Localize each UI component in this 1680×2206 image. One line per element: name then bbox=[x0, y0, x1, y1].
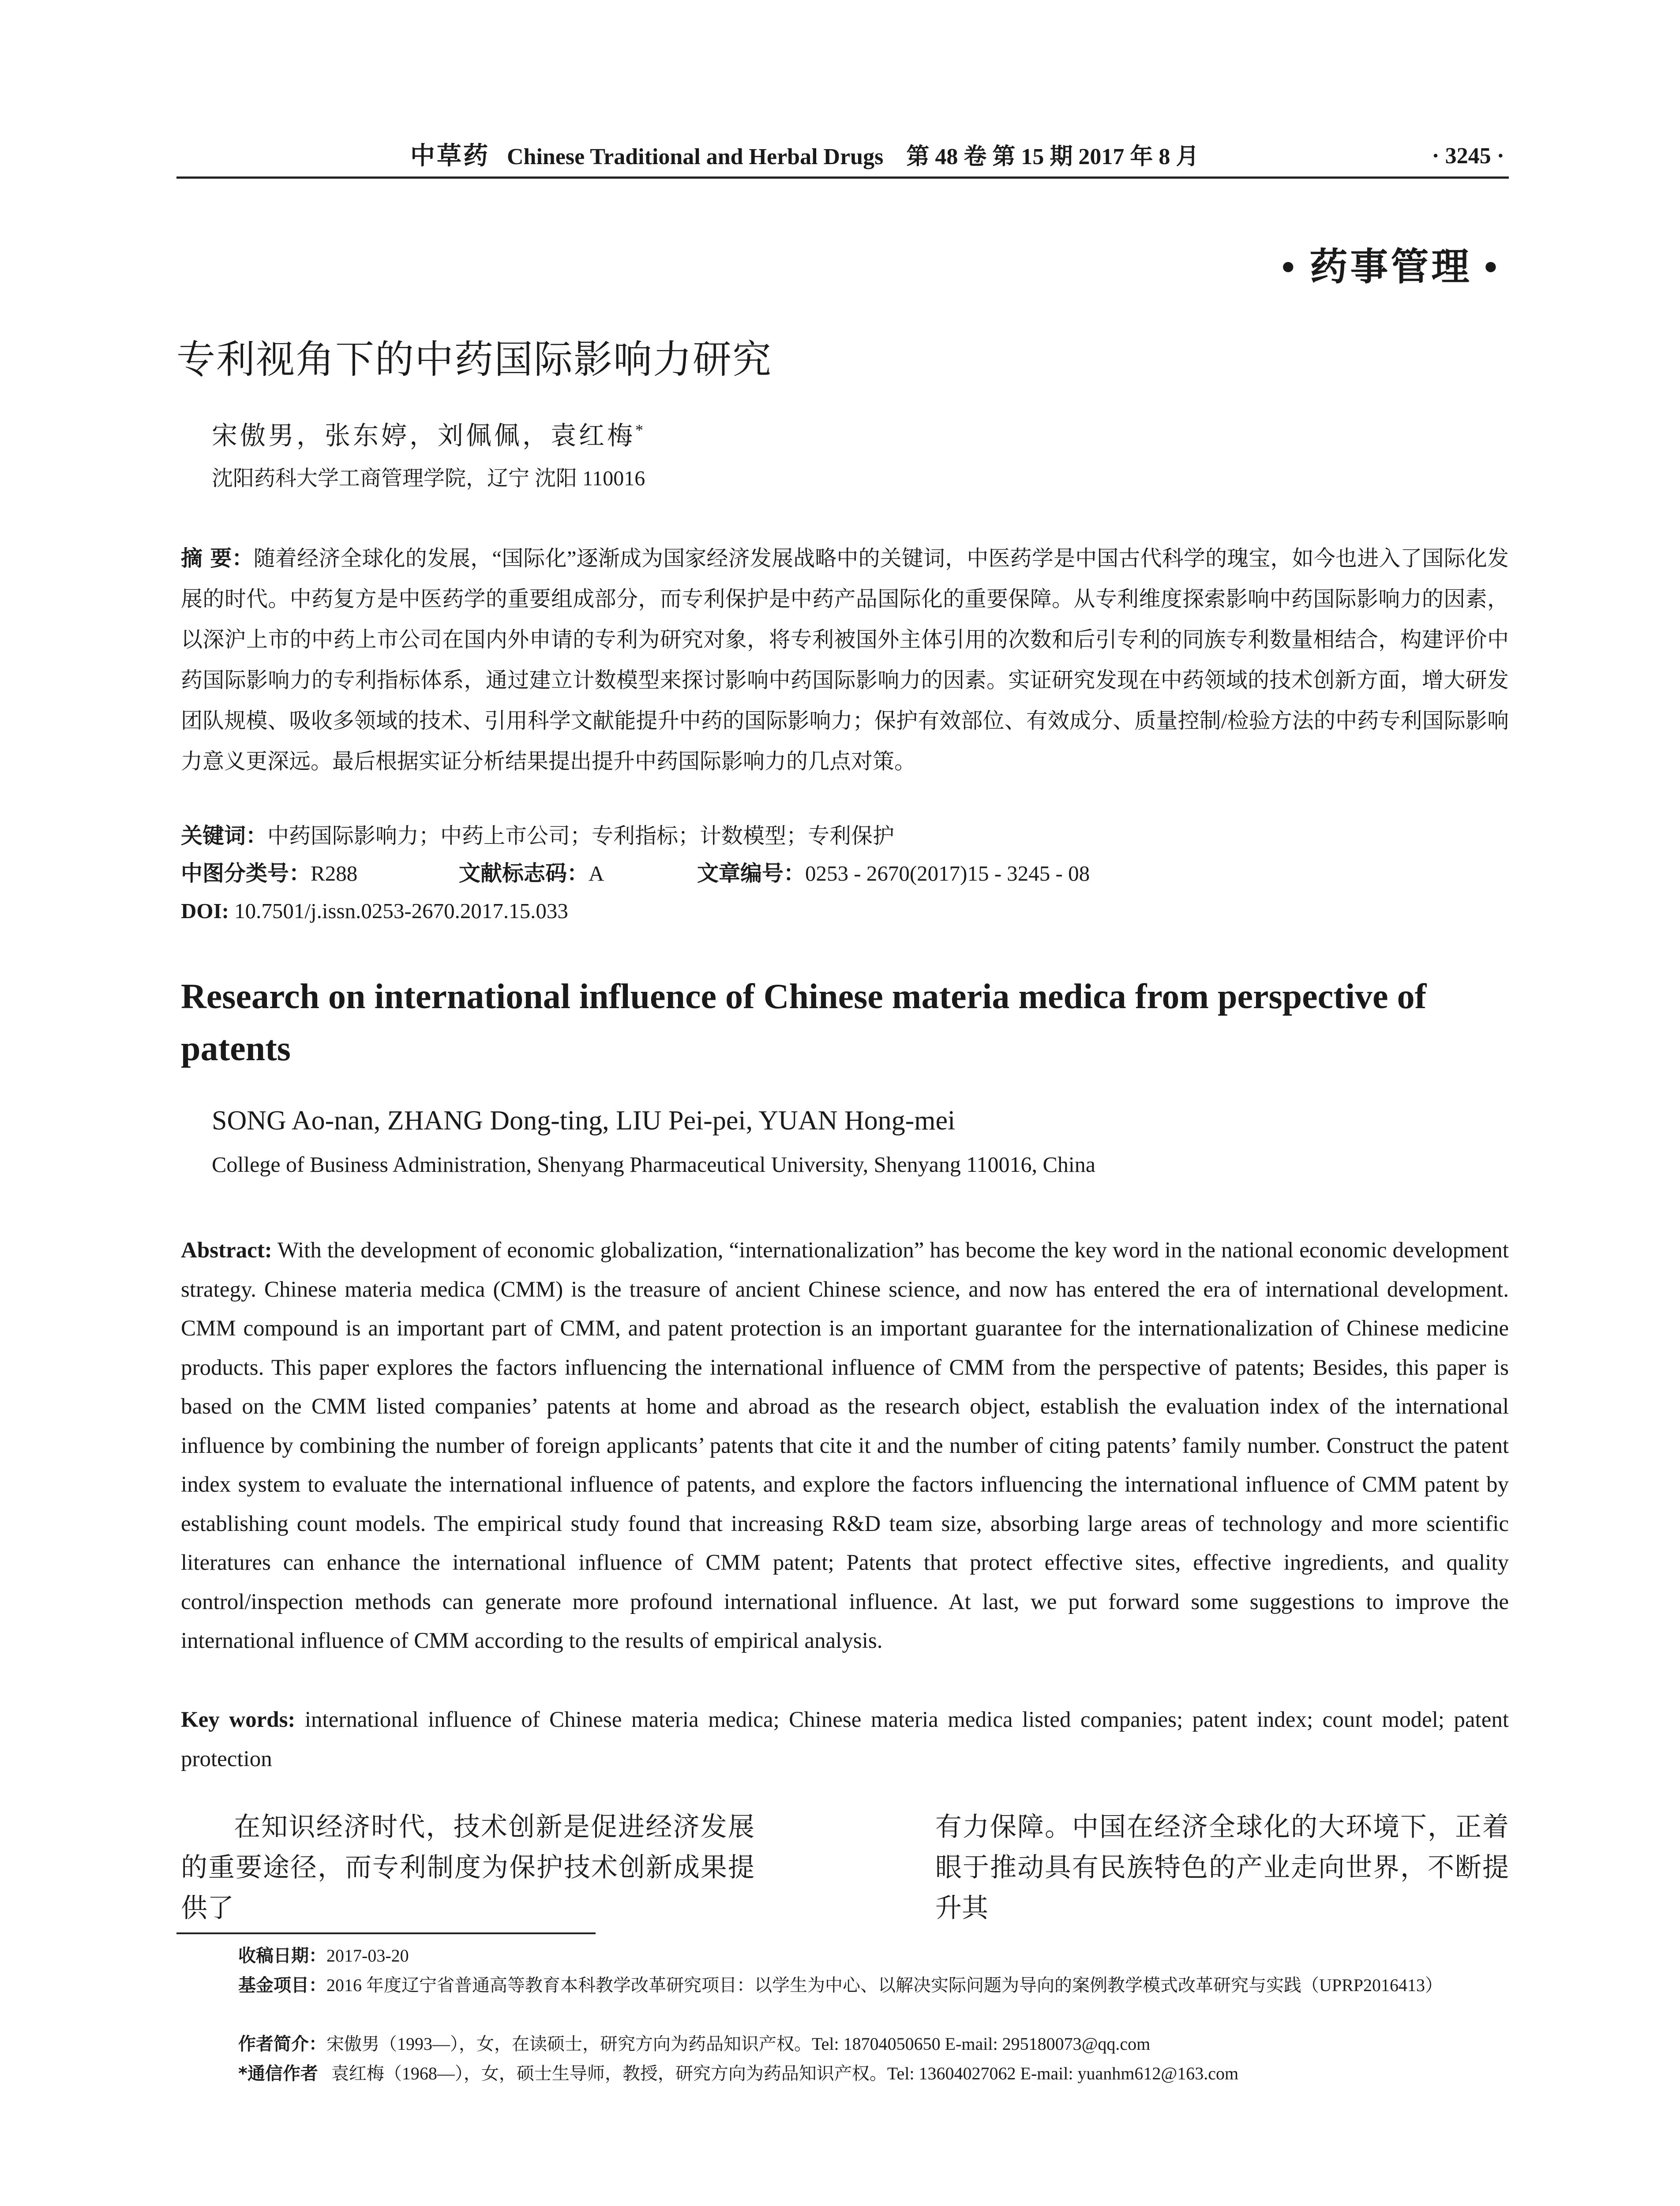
author-value: 宋傲男（1993—），女，在读硕士，研究方向为药品知识产权。Tel: 18704050650 E-mail: 295180073@qq.com bbox=[326, 2034, 1151, 2054]
english-keywords-text: international influence of Chinese materia medica; Chinese materia medica listed companies; patent index; count model; patent protection bbox=[181, 1707, 1509, 1771]
chinese-affiliation: 沈阳药科大学工商管理学院，辽宁 沈阳 110016 bbox=[212, 467, 645, 490]
english-keywords bbox=[181, 1700, 1509, 1778]
doi-label: DOI: bbox=[181, 899, 229, 923]
fund-value: 2016 年度辽宁省普通高等教育本科教学改革研究项目：以学生为中心、以解决实际问题为导向的案例教学模式改革研究与实践（UPRP2016413） bbox=[326, 1975, 1443, 1995]
clc-value: R288 bbox=[311, 861, 358, 885]
clc-block bbox=[181, 860, 459, 887]
chinese-keywords-label: 关键词： bbox=[181, 823, 268, 848]
journal-name-en: Chinese Traditional and Herbal Drugs bbox=[507, 144, 884, 169]
clc-label: 中图分类号： bbox=[181, 861, 311, 886]
chinese-keywords-text: 中药国际影响力；中药上市公司；专利指标；计数模型；专利保护 bbox=[267, 824, 895, 848]
author-label: 作者简介： bbox=[238, 2034, 326, 2054]
chinese-abstract-label: 摘 要： bbox=[181, 546, 254, 571]
chinese-keywords bbox=[181, 823, 1509, 849]
body-right-column: 有力保障。中国在经济全球化的大环境下，正着眼于推动具有民族特色的产业走向世界，不断提升其 bbox=[935, 1812, 1509, 1923]
corresponding-mark: * bbox=[635, 421, 646, 439]
chinese-abstract bbox=[181, 538, 1509, 782]
english-abstract bbox=[181, 1231, 1509, 1661]
fund-label: 基金项目： bbox=[238, 1975, 326, 1996]
page-number: · 3245 · bbox=[1432, 143, 1504, 169]
english-affiliation: College of Business Administration, Shenyang Pharmaceutical University, Shenyang 110016, China bbox=[212, 1152, 1095, 1177]
english-abstract-text: With the development of economic globalization, “internationalization” has become the key word in the national economic development strategy. Chinese materia medica (CMM) is the treasure of ancient Chinese science, and now has entered the era of international development. CMM compound is an important part of CMM, and patent protection is an important guarantee for the internationalization of Chinese medicine products. This paper explores the factors influencing the international influence of CMM from the perspective of patents; Besides, this paper is based on the CMM listed companies’ patents at home and abroad as the research object, establish the evaluation index of the international influence by combining the number of foreign applicants’ patents that cite it and the number of citing patents’ family number. Construct the patent index system to evaluate the international influence of patents, and explore the factors influencing the international influence of CMM patent by establishing count models. The empirical study found that increasing R&D team size, absorbing large areas of technology and more scientific literatures can enhance the international influence of CMM patent; Patents that protect effective sites, effective ingredients, and quality control/inspection methods can generate more profound international influence. At last, we put forward some suggestions to improve the international influence of CMM according to the results of empirical analysis. bbox=[181, 1238, 1509, 1653]
article-no-value: 0253 - 2670(2017)15 - 3245 - 08 bbox=[805, 861, 1090, 885]
journal-name-zh: 中草药 bbox=[410, 143, 490, 170]
journal-issue: 第 48 卷 第 15 期 2017 年 8 月 bbox=[906, 144, 1199, 169]
running-header bbox=[410, 140, 1337, 172]
chinese-author-names: 宋傲男，张东婷，刘佩佩，袁红梅 bbox=[212, 421, 636, 450]
english-title: Research on international influence of Chinese materia medica from perspective of patents bbox=[181, 977, 1427, 1068]
chinese-authors bbox=[212, 415, 1447, 452]
corr-value: 袁红梅（1968—），女，硕士生导师，教授，研究方向为药品知识产权。Tel: 13604027062 E-mail: yuanhm612@163.com bbox=[331, 2063, 1239, 2083]
classification-line bbox=[181, 860, 1509, 887]
doi-line bbox=[181, 898, 1509, 924]
footnote-fund bbox=[238, 1973, 1509, 1998]
footnote-corresponding bbox=[238, 2061, 1509, 2086]
article-no-block bbox=[697, 860, 1090, 887]
doi-value: 10.7501/j.issn.0253-2670.2017.15.033 bbox=[234, 899, 568, 923]
english-abstract-label: Abstract: bbox=[181, 1238, 272, 1263]
english-authors: SONG Ao-nan, ZHANG Dong-ting, LIU Pei-pei, YUAN Hong-mei bbox=[212, 1106, 956, 1136]
header-rule bbox=[176, 176, 1509, 179]
doc-code-block bbox=[459, 860, 697, 887]
received-value: 2017-03-20 bbox=[326, 1946, 409, 1966]
doc-code-value: A bbox=[589, 861, 604, 885]
footnote-author bbox=[238, 2032, 1509, 2056]
english-keywords-label: Key words: bbox=[181, 1707, 296, 1732]
chinese-abstract-text: 随着经济全球化的发展，“国际化”逐渐成为国家经济发展战略中的关键词，中医药学是中国古代科学的瑰宝，如今也进入了国际化发展的时代。中药复方是中医药学的重要组成部分，而专利保护是中药产品国际化的重要保障。从专利维度探索影响中药国际影响力的因素，以深沪上市的中药上市公司在国内外申请的专利为研究对象，将专利被国外主体引用的次数和后引专利的同族专利数量相结合，构建评价中药国际影响力的专利指标体系，通过建立计数模型来探讨影响中药国际影响力的因素。实证研究发现在中药领域的技术创新方面，增大研发团队规模、吸收多领域的技术、引用科学文献能提升中药的国际影响力；保护有效部位、有效成分、质量控制/检验方法的中药专利国际影响力意义更深远。最后根据实证分析结果提出提升中药国际影响力的几点对策。 bbox=[181, 546, 1509, 773]
article-no-label: 文章编号： bbox=[697, 861, 806, 886]
section-label: • 药事管理 • bbox=[1281, 246, 1500, 288]
footnote-rule bbox=[176, 1932, 596, 1934]
body-left-column: 在知识经济时代，技术创新是促进经济发展的重要途径，而专利制度为保护技术创新成果提供了 bbox=[181, 1812, 754, 1923]
received-label: 收稿日期： bbox=[238, 1946, 326, 1966]
corr-label: *通信作者 bbox=[238, 2063, 318, 2084]
footnote-received bbox=[238, 1943, 1509, 1968]
doc-code-label: 文献标志码： bbox=[459, 861, 589, 886]
chinese-title: 专利视角下的中药国际影响力研究 bbox=[176, 337, 772, 382]
